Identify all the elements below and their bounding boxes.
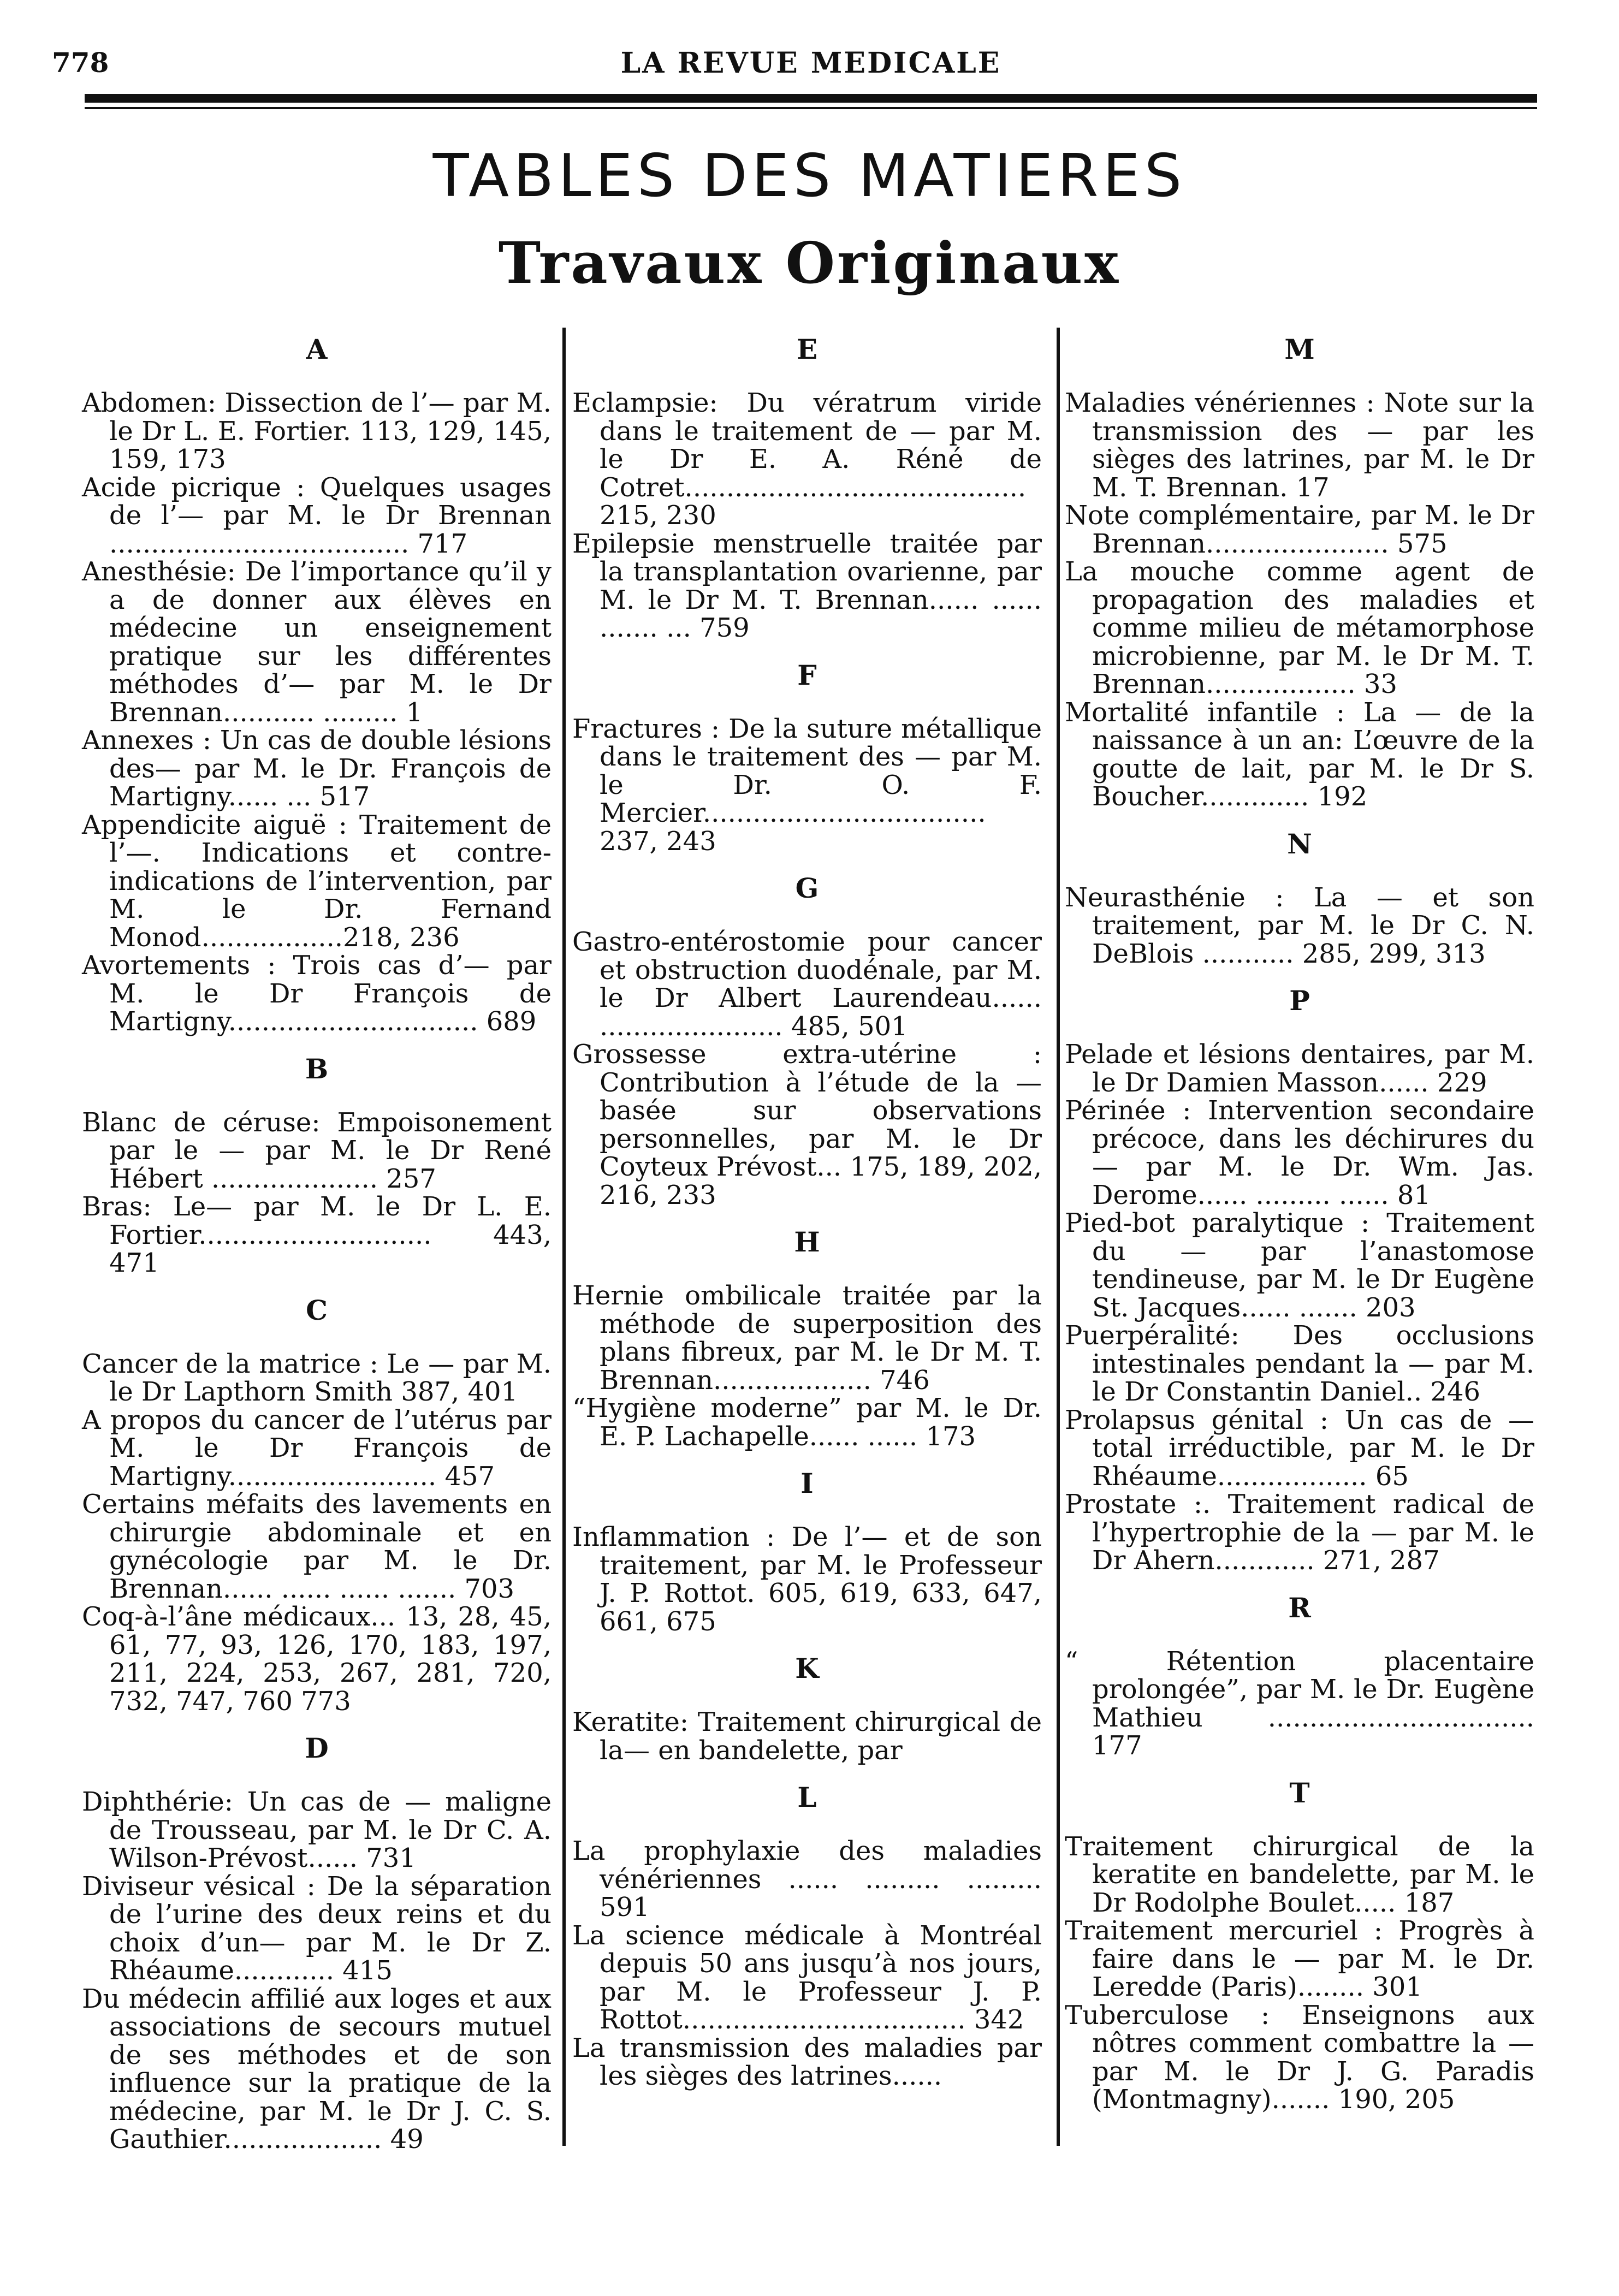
page-number: 778 xyxy=(52,46,109,79)
index-entry: Traitement mercuriel : Progrès à faire dans le — par M. le Dr. Leredde (Paris)........ 301 xyxy=(1065,1915,1534,2002)
section-letter: R xyxy=(1288,1591,1311,1624)
section-letter: E xyxy=(796,333,818,365)
index-entry: Prolapsus génital : Un cas de — total irréductible, par M. le Dr Rhéaume.................. 65 xyxy=(1065,1404,1534,1492)
page-title: TABLES DES MATIERES xyxy=(432,142,1187,210)
index-entry: La prophylaxie des maladies vénériennes ...... ......... ......... 591 xyxy=(572,1836,1042,1923)
index-entry: Pied-bot paralytique : Traitement du — par l’anastomose tendineuse, par M. le Dr Eugène St. Jacques...... ....... 203 xyxy=(1065,1208,1534,1323)
index-entry: Blanc de céruse: Empoisonement par le — par M. le Dr René Hébert .................... 257 xyxy=(82,1107,551,1194)
index-entry: Certains méfaits des lavements en chirurgie abdominale et en gynécologie par M. le Dr. Brennan...... ...... ...... ....... 703 xyxy=(82,1489,551,1604)
index-entry: Diviseur vésical : De la séparation de l’urine des deux reins et du choix d’un— par M. le Dr Z. Rhéaume............ 415 xyxy=(82,1871,551,1986)
index-entry: Eclampsie: Du vératrum viride dans le traitement de — par M. le Dr E. A. Réné de Cotret......................................... 215, 230 xyxy=(572,388,1042,531)
index-column-2 xyxy=(572,317,1042,2151)
index-entry: Anesthésie: De l’importance qu’il y a de donner aux élèves en médecine un enseignement pratique sur les différentes méthodes d’— par M. le Dr Brennan........... ......... 1 xyxy=(82,556,551,728)
index-entry: Puerpéralité: Des occlusions intestinales pendant la — par M. le Dr Constantin Daniel.. 246 xyxy=(1065,1320,1534,1407)
header-rule-thick xyxy=(85,94,1537,103)
index-entry: Grossesse extra-utérine : Contribution à l’étude de la — basée sur observations personnelles, par M. le Dr Coyteux Prévost... 175, 189, 202, 216, 233 xyxy=(572,1039,1042,1211)
index-entry: Diphthérie: Un cas de — maligne de Trousseau, par M. le Dr C. A. Wilson-Prévost...... 731 xyxy=(82,1787,551,1873)
index-entry: Pelade et lésions dentaires, par M. le Dr Damien Masson...... 229 xyxy=(1065,1039,1534,1098)
index-entry: Abdomen: Dissection de l’— par M. le Dr L. E. Fortier. 113, 129, 145, 159, 173 xyxy=(82,388,551,474)
section-letter: K xyxy=(795,1652,819,1684)
section-letter: T xyxy=(1289,1776,1310,1809)
index-entry: Note complémentaire, par M. le Dr Brennan...................... 575 xyxy=(1065,500,1534,559)
index-column-3 xyxy=(1065,317,1534,2151)
index-entry: Epilepsie menstruelle traitée par la transplantation ovarienne, par M. le Dr M. T. Brennan...... ...... ....... ... 759 xyxy=(572,528,1042,643)
index-entry: Coq-à-l’âne médicaux... 13, 28, 45, 61, 77, 93, 126, 170, 183, 197, 211, 224, 253, 267, 281, 720, 732, 747, 760 773 xyxy=(82,1601,551,1717)
section-letter: C xyxy=(306,1294,328,1326)
column-separator xyxy=(1057,328,1060,2146)
index-entry: La transmission des maladies par les sièges des latrines...... xyxy=(572,2032,1042,2091)
index-entry: Périnée : Intervention secondaire précoce, dans les déchirures du— par M. le Dr. Wm. Jas. Derome...... ......... ...... 81 xyxy=(1065,1095,1534,1211)
section-letter: I xyxy=(800,1467,814,1499)
index-entry: Hernie ombilicale traitée par la méthode de superposition des plans fibreux, par M. le Dr M. T. Brennan................... 746 xyxy=(572,1280,1042,1396)
index-entry: Maladies vénériennes : Note sur la transmission des — par les sièges des latrines, par M. le Dr M. T. Brennan. 17 xyxy=(1065,388,1534,503)
index-entry: Tuberculose : Enseignons aux nôtres comment combattre la — par M. le Dr J. G. Paradis (Montmagny)....... 190, 205 xyxy=(1065,2000,1534,2115)
section-letter: F xyxy=(797,658,817,691)
index-entry: Du médecin affilié aux loges et aux associations de secours mutuel de ses méthodes et de son influence sur la pratique de la médecine, par M. le Dr J. C. S. Gauthier................... 49 xyxy=(82,1983,551,2155)
index-entry: Neurasthénie : La — et son traitement, par M. le Dr C. N. DeBlois ........... 285, 299, 313 xyxy=(1065,882,1534,969)
section-letter: N xyxy=(1287,827,1312,860)
index-entry: A propos du cancer de l’utérus par M. le Dr François de Martigny......................... 457 xyxy=(82,1404,551,1492)
index-entry: Cancer de la matrice : Le — par M. le Dr Lapthorn Smith 387, 401 xyxy=(82,1348,551,1407)
index-entry: Prostate :. Traitement radical de l’hypertrophie de la — par M. le Dr Ahern............ 271, 287 xyxy=(1065,1489,1534,1576)
index-entry: Inflammation : De l’— et de son traitement, par M. le Professeur J. P. Rottot. 605, 619, 633, 647, 661, 675 xyxy=(572,1522,1042,1637)
column-separator xyxy=(562,328,566,2146)
index-entry: Fractures : De la suture métallique dans le traitement des — par M. le Dr. O. F. Mercier.................................. 237, 243 xyxy=(572,713,1042,857)
section-letter: D xyxy=(305,1732,329,1764)
section-letter: P xyxy=(1289,984,1310,1017)
index-entry: Annexes : Un cas de double lésions des— par M. le Dr. François de Martigny...... ... 517 xyxy=(82,725,551,812)
section-letter: H xyxy=(794,1226,820,1258)
index-entry: Acide picrique : Quelques usages de l’— par M. le Dr Brennan .................................... 717 xyxy=(82,472,551,559)
index-entry: Bras: Le— par M. le Dr L. E. Fortier............................ 443, 471 xyxy=(82,1191,551,1278)
section-letter: G xyxy=(795,872,819,904)
index-entry: Gastro-entérostomie pour cancer et obstruction duodénale, par M. le Dr Albert Laurendeau...... ...................... 485, 501 xyxy=(572,927,1042,1042)
index-entry: La mouche comme agent de propagation des maladies et comme milieu de métamorphose microbienne, par M. le Dr M. T. Brennan.................. 33 xyxy=(1065,556,1534,699)
index-entry: Appendicite aiguë : Traitement de l’—. Indications et contre-indications de l’intervention, par M. le Dr. Fernand Monod.................218, 236 xyxy=(82,809,551,953)
index-column-1 xyxy=(82,317,551,2155)
section-letter: L xyxy=(797,1781,817,1813)
index-entry: Keratite: Traitement chirurgical de la— en bandelette, par xyxy=(572,1707,1042,1766)
index-entry: Traitement chirurgical de la keratite en bandelette, par M. le Dr Rodolphe Boulet..... 187 xyxy=(1065,1831,1534,1918)
section-letter: A xyxy=(306,333,328,365)
section-letter: M xyxy=(1284,333,1315,365)
index-entry: “Hygiène moderne” par M. le Dr. E. P. Lachapelle...... ...... 173 xyxy=(572,1393,1042,1452)
index-entry: Avortements : Trois cas d’— par M. le Dr François de Martigny.............................. 689 xyxy=(82,950,551,1037)
index-entry: Mortalité infantile : La — de la naissance à un an: L’œuvre de la goutte de lait, par M. le Dr S. Boucher............. 192 xyxy=(1065,697,1534,812)
header-rule-thin xyxy=(85,107,1537,109)
journal-title: LA REVUE MEDICALE xyxy=(620,46,1001,80)
page-subtitle: Travaux Originaux xyxy=(498,229,1121,296)
running-head xyxy=(85,44,1537,82)
index-entry: La science médicale à Montréal depuis 50 ans jusqu’à nos jours, par M. le Professeur J. P. Rottot.................................. 342 xyxy=(572,1920,1042,2035)
section-letter: B xyxy=(305,1052,329,1085)
index-entry: “ Rétention placentaire prolongée”, par M. le Dr. Eugène Mathieu ................................ 177 xyxy=(1065,1646,1534,1761)
